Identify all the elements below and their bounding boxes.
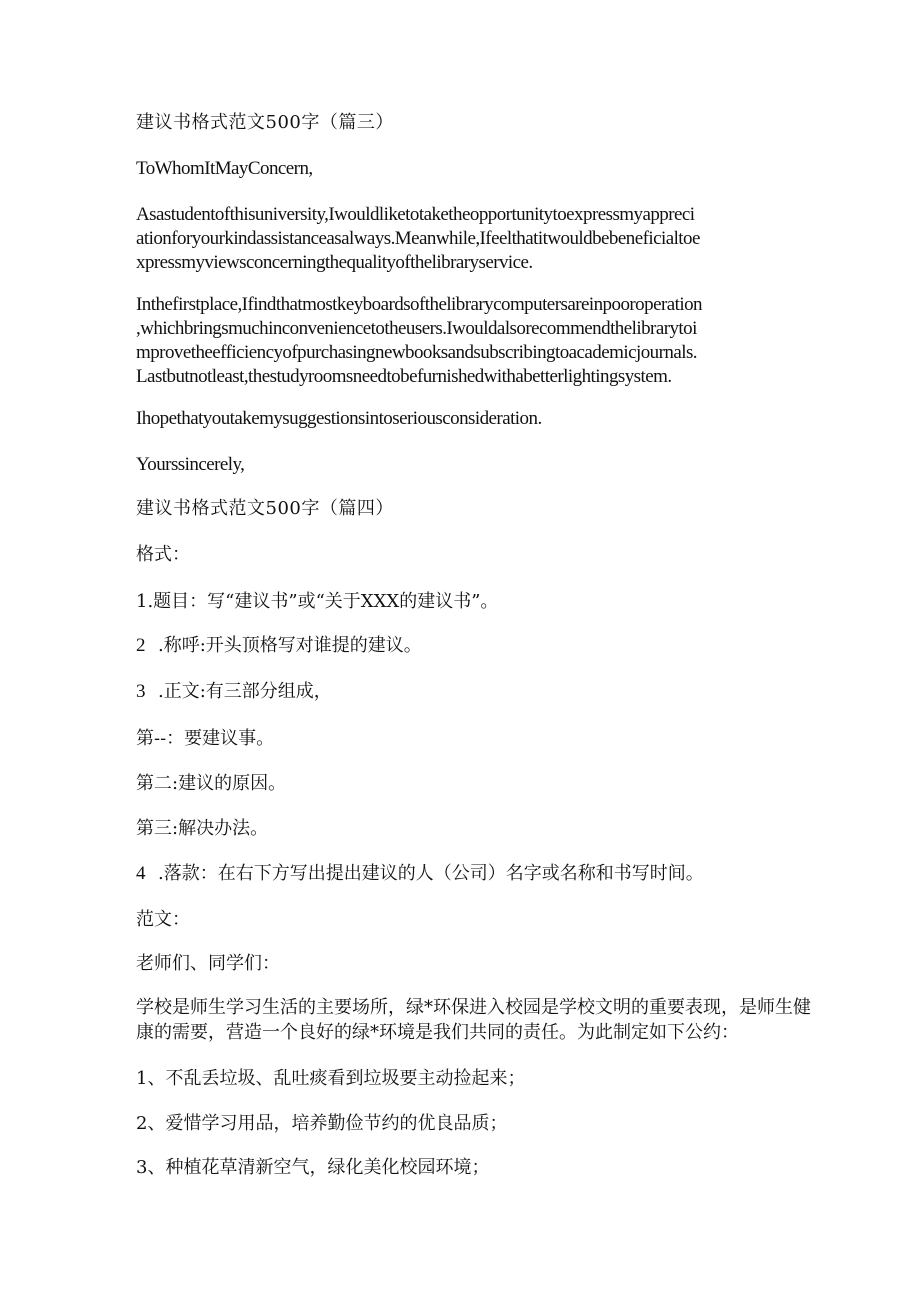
- body-part-2: 第二:建议的原因。: [136, 773, 287, 794]
- body-part-3: 第三:解决办法。: [136, 818, 269, 839]
- sample-body-line1: 学校是师生学习生活的主要场所，绿*环保进入校园是学校文明的重要表现，是师生健: [136, 997, 811, 1018]
- format-item-4-text: .落款：在右下方写出提出建议的人（公司）名字或名称和书写时间。: [158, 863, 704, 884]
- letter-para1-line2: ationforyourkindassistanceasalways.Meanwhile,Ifeelthatitwouldbebeneficialtoe: [136, 228, 700, 249]
- format-item-4: [136, 861, 704, 887]
- letter-para2-line2: ,whichbringsmuchinconveniencetotheusers.Iwouldalsorecommendthelibrarytoi: [136, 318, 697, 339]
- format-item-3-number: 3: [136, 681, 146, 702]
- letter-para2-line3: mprovetheefficiencyofpurchasingnewbooksandsubscribingtoacademicjournals.: [136, 342, 697, 363]
- letter-para3: Ihopethatyoutakemysuggestionsintoseriousconsideration.: [136, 408, 542, 429]
- body-part-1: 第--：要建议事。: [136, 728, 275, 749]
- rule-item-3: 3、种植花草清新空气，绿化美化校园环境；: [136, 1157, 490, 1178]
- sample-label: 范文：: [136, 909, 190, 930]
- format-item-2-text: .称呼:开头顶格写对谁提的建议。: [158, 635, 422, 656]
- rule-item-2: 2、爱惜学习用品，培养勤俭节约的优良品质；: [136, 1113, 508, 1134]
- rule-item-1: 1、不乱丢垃圾、乱吐痰看到垃圾要主动捡起来；: [136, 1068, 526, 1089]
- format-item-2-number: 2: [136, 635, 146, 656]
- format-item-3-text: .正文:有三部分组成，: [158, 681, 332, 702]
- letter-para2-line4: Lastbutnotleast,thestudyroomsneedtobefurnishedwithabetterlightingsystem.: [136, 366, 672, 387]
- heading-part-4: 建议书格式范文500字（篇四）: [136, 498, 394, 519]
- format-item-4-number: 4: [136, 863, 146, 884]
- sample-body-line2: 康的需要，营造一个良好的绿*环境是我们共同的责任。为此制定如下公约：: [136, 1022, 739, 1043]
- letter-para2-line1: Inthefirstplace,Ifindthatmostkeyboardsofthelibrarycomputersareinpooroperation: [136, 294, 702, 315]
- format-label: 格式：: [136, 544, 190, 565]
- letter-salutation: ToWhomItMayConcern,: [136, 158, 313, 179]
- format-item-1: 1.题目：写“建议书”或“关于XXX的建议书”。: [136, 591, 499, 612]
- letter-closing: Yourssincerely,: [136, 454, 245, 475]
- letter-para1-line1: Asastudentofthisuniversity,Iwouldliketotaketheopportunitytoexpressmyappreci: [136, 204, 695, 225]
- heading-part-3: 建议书格式范文500字（篇三）: [136, 112, 394, 133]
- format-item-3: [136, 679, 332, 705]
- format-item-2: [136, 633, 422, 659]
- letter-para1-line3: xpressmyviewsconcerningthequalityofthelibraryservice.: [136, 252, 533, 273]
- sample-greeting: 老师们、同学们：: [136, 953, 280, 974]
